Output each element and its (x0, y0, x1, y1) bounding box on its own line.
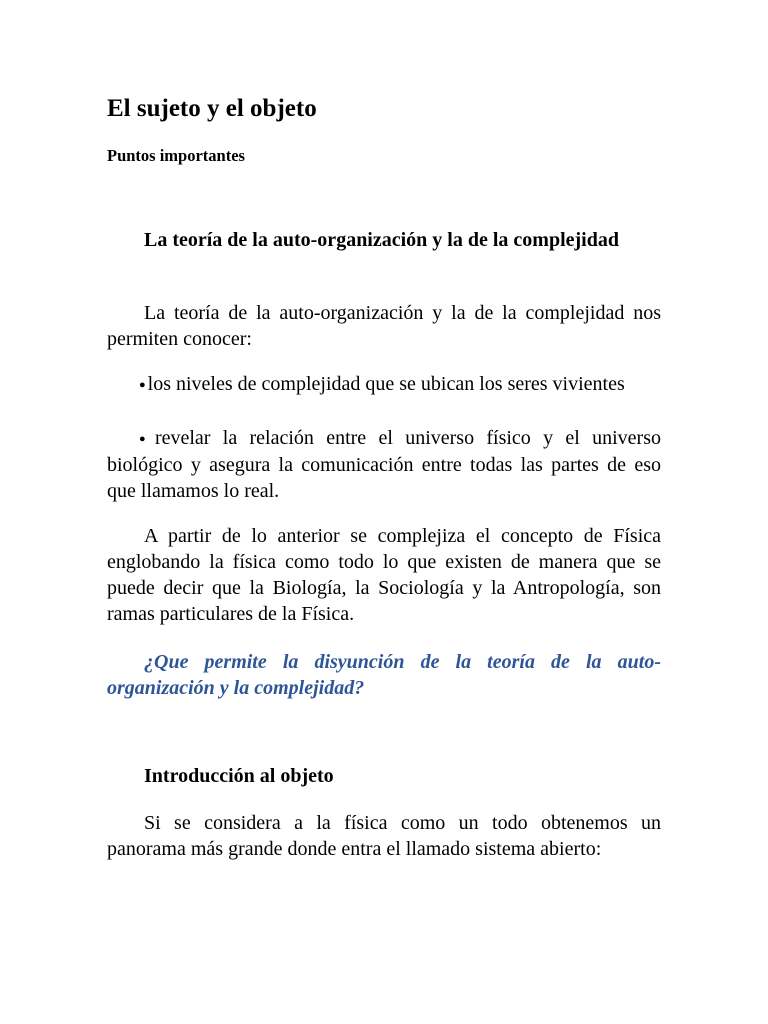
section2-paragraph: Si se considera a la física como un todo obtenemos un panorama más grande donde entra el llamado sistema abierto: (107, 812, 661, 860)
bullet-list-item (107, 425, 661, 504)
bullet-text: los niveles de complejidad que se ubican los seres vivientes (147, 373, 625, 395)
section-heading-autoorganizacion: La teoría de la auto-organización y la de la complejidad (144, 229, 619, 251)
bullet-text: revelar la relación entre el universo físico y el universo biológico y asegura la comunicación entre todas las partes de eso que llamamos lo real. (107, 427, 661, 503)
bullet-icon: ● (139, 379, 146, 392)
section1-question: ¿Que permite la disyunción de la teoría de la auto-organización y la complejidad? (107, 651, 661, 699)
section1-intro-paragraph: La teoría de la auto-organización y la de la complejidad nos permiten conocer: (107, 302, 661, 350)
bullet-list-item (107, 371, 661, 398)
section-heading-introduccion-objeto: Introducción al objeto (144, 765, 334, 787)
section1-physics-paragraph: A partir de lo anterior se complejiza el concepto de Física englobando la física como todo lo que existen de manera que se puede decir que la Biología, la Sociología y la Antropología, son ramas particulares de la Física. (107, 525, 661, 625)
document-subtitle: Puntos importantes (107, 146, 245, 165)
document-title: El sujeto y el objeto (107, 95, 317, 122)
bullet-icon: ● (139, 433, 153, 446)
